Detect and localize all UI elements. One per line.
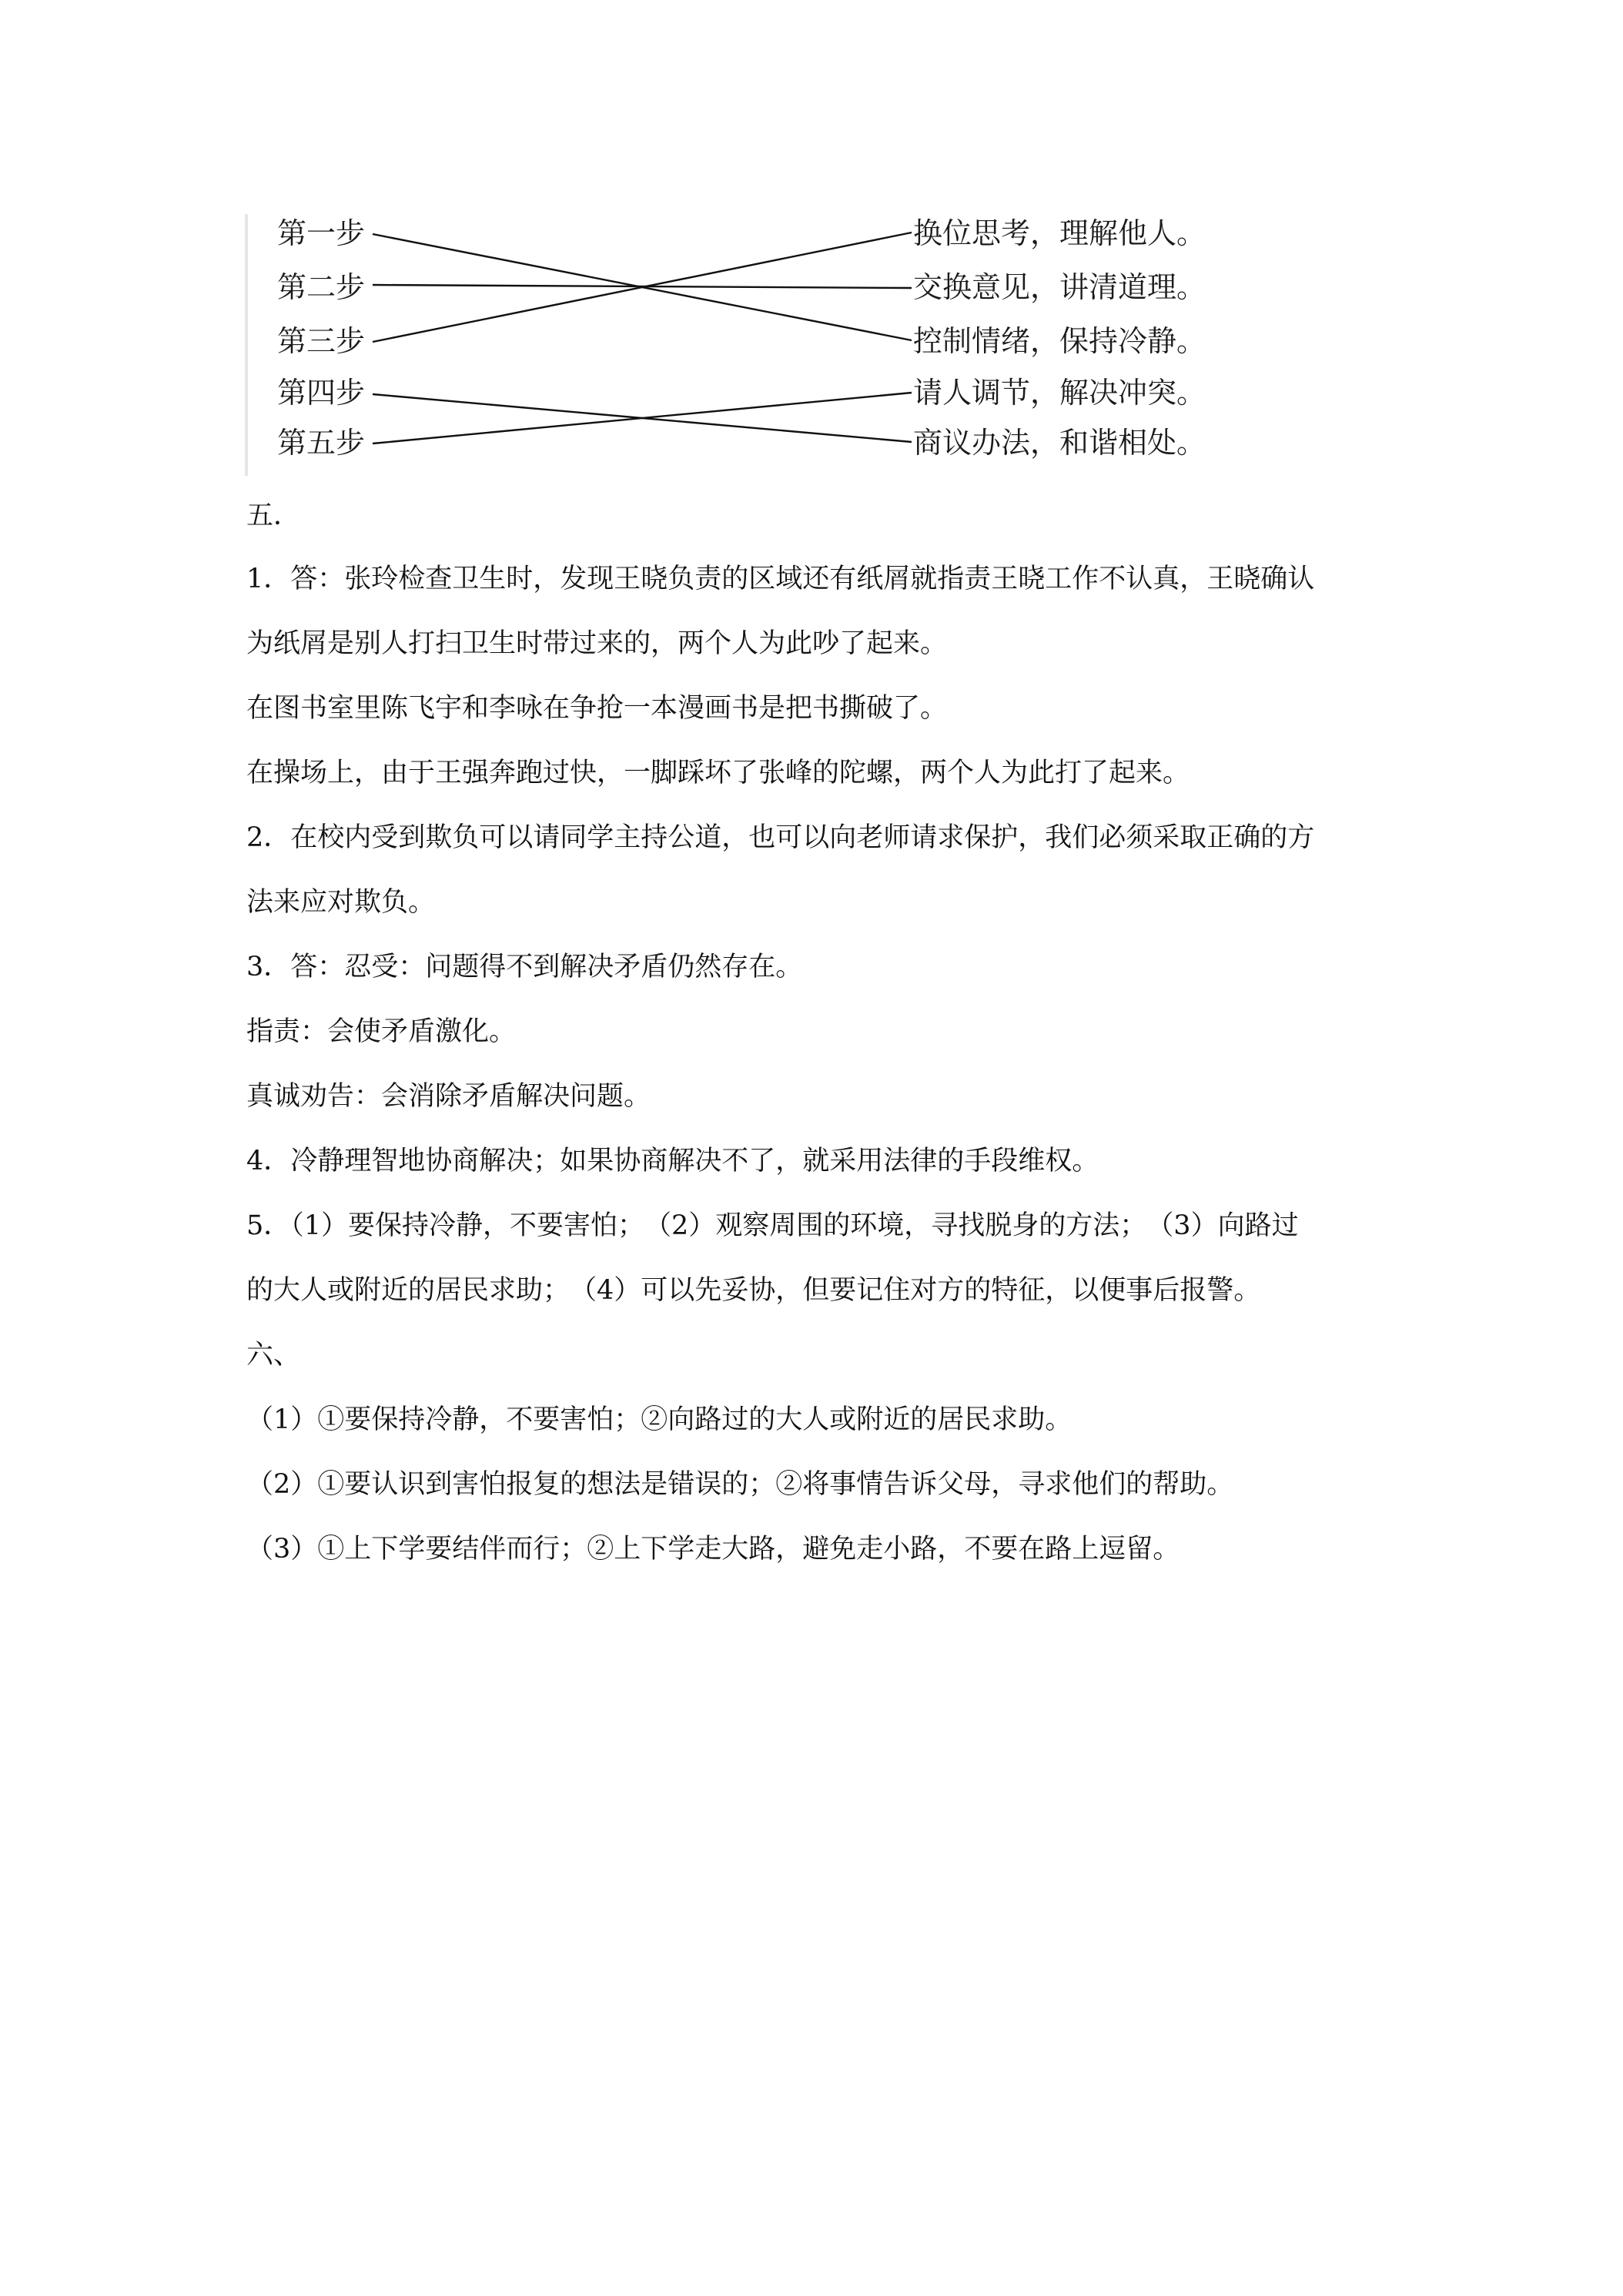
q1-line-2: 为纸屑是别人打扫卫生时带过来的，两个人为此吵了起来。 — [246, 628, 948, 659]
section-5-title: 五． — [246, 500, 301, 531]
right-item-1: 换位思考，理解他人。 — [913, 216, 1206, 250]
answer-section — [246, 499, 1401, 1566]
right-item-3: 控制情绪，保持冷静。 — [913, 324, 1206, 358]
match-line-5 — [373, 393, 912, 443]
q3-line-1: 3．答：忍受：问题得不到解决矛盾仍然存在。 — [246, 952, 803, 982]
q3-line-3: 真诚劝告：会消除矛盾解决问题。 — [246, 1081, 651, 1112]
left-item-3: 第三步 — [277, 324, 366, 358]
q3-line-2: 指责：会使矛盾激化。 — [246, 1016, 517, 1047]
left-item-5: 第五步 — [277, 426, 366, 460]
matching-diagram — [245, 206, 1246, 484]
left-item-1: 第一步 — [277, 216, 366, 250]
q1-line-4: 在操场上，由于王强奔跑过快，一脚踩坏了张峰的陀螺，两个人为此打了起来。 — [246, 758, 1190, 788]
s6-item-1: （1）①要保持冷静，不要害怕；②向路过的大人或附近的居民求助。 — [246, 1404, 1073, 1435]
q5-line-2: 的大人或附近的居民求助； （4）可以先妥协，但要记住对方的特征，以便事后报警。 — [246, 1275, 1261, 1306]
section-6-title: 六、 — [246, 1340, 301, 1371]
s6-item-3: （3）①上下学要结伴而行；②上下学走大路，避免走小路，不要在路上逗留。 — [246, 1534, 1180, 1565]
left-item-2: 第二步 — [277, 270, 366, 304]
s6-item-2: （2）①要认识到害怕报复的想法是错误的；②将事情告诉父母，寻求他们的帮助。 — [246, 1469, 1234, 1500]
q1-line-3: 在图书室里陈飞宇和李咏在争抢一本漫画书是把书撕破了。 — [246, 693, 948, 724]
left-item-4: 第四步 — [277, 376, 366, 410]
right-item-4: 请人调节，解决冲突。 — [913, 376, 1206, 410]
q5-line-1: 5．（1）要保持冷静，不要害怕； （2）观察周围的环境，寻找脱身的方法； （3）向路过 — [246, 1210, 1299, 1241]
right-item-5: 商议办法，和谐相处。 — [913, 426, 1206, 460]
q2-line-1: 2．在校内受到欺负可以请同学主持公道，也可以向老师请求保护，我们必须采取正确的方 — [246, 822, 1315, 853]
right-item-2: 交换意见，讲清道理。 — [913, 270, 1206, 304]
matching-svg — [245, 206, 1246, 484]
q4-line-1: 4．冷静理智地协商解决；如果协商解决不了，就采用法律的手段维权。 — [246, 1146, 1099, 1176]
q2-line-2: 法来应对欺负。 — [246, 887, 436, 918]
q1-line-1: 1．答：张玲检查卫生时，发现王晓负责的区域还有纸屑就指责王晓工作不认真，王晓确认 — [246, 564, 1315, 594]
